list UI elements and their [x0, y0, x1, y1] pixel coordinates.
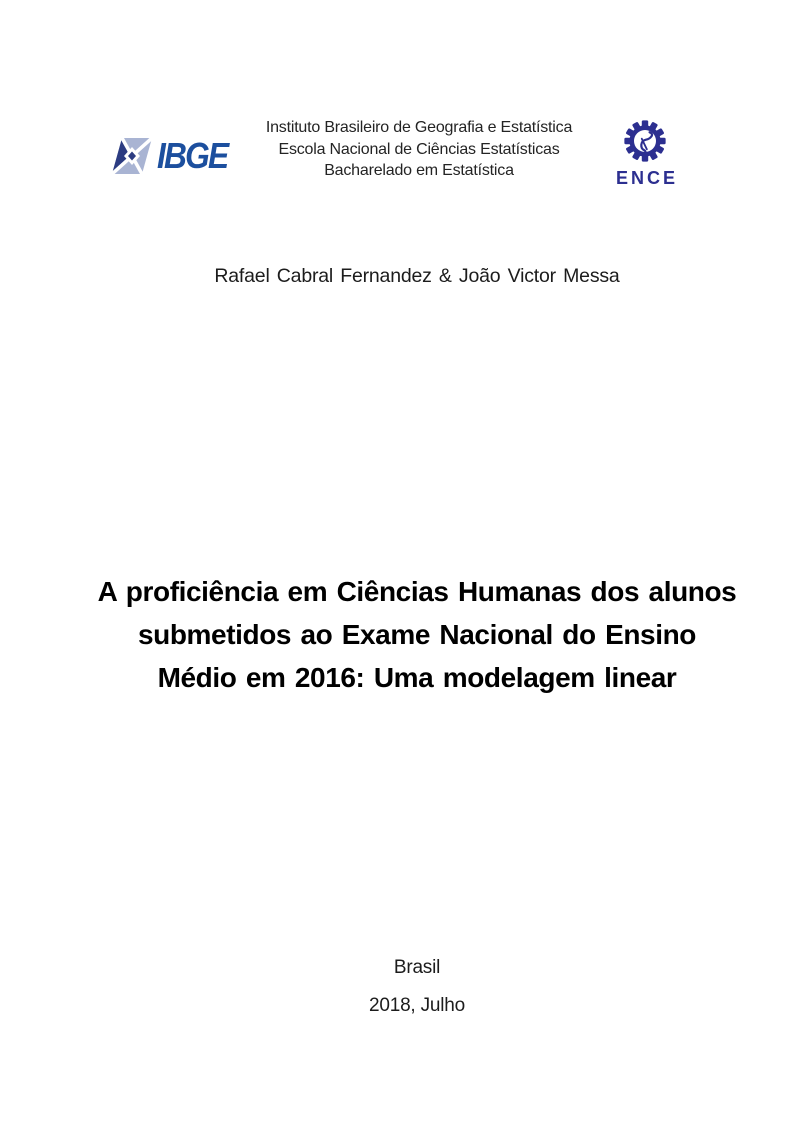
document-title: [67, 570, 767, 699]
date-label: 2018, Julho: [368, 995, 466, 1016]
ence-logo: [613, 119, 677, 187]
ibge-pinwheel-icon: [112, 137, 152, 175]
country-label: Brasil: [393, 957, 441, 978]
title-line-1: A proficiência em Ciências Humanas dos alunos: [97, 576, 737, 607]
title-line-2: submetidos ao Exame Nacional do Ensino: [137, 619, 697, 650]
title-line-3: Médio em 2016: Uma modelagem linear: [157, 662, 677, 693]
institution-line-2: Escola Nacional de Ciências Estatísticas: [278, 140, 560, 158]
institution-block: [219, 117, 619, 182]
institution-line-3: Bacharelado em Estatística: [324, 162, 514, 179]
ibge-logo-text: IBGE: [157, 135, 228, 176]
ence-logo-text: ENCE: [616, 168, 679, 188]
ence-gear-icon: [623, 119, 667, 163]
institution-line-1: Instituto Brasileiro de Geografia e Estatística: [265, 119, 573, 136]
authors-line: Rafael Cabral Fernandez & João Victor Messa: [214, 265, 620, 287]
